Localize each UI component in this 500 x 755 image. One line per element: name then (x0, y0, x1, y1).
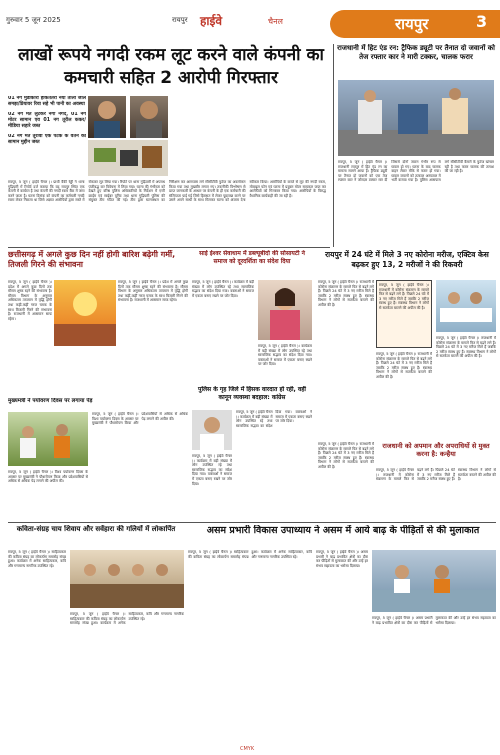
covid-hospital-photo (436, 280, 496, 332)
bullet-item: 02 नग मत तूरीवा एक पटक के वर्तन का सामान मुद्दीन जब्त (8, 134, 86, 145)
newspaper-channel: चैनल (268, 17, 283, 26)
cmyk-bottom: CMYK (240, 746, 255, 752)
lead-bullets (8, 96, 86, 176)
plantation-body-cont: रायपुर, 5 जून ( हाईवे चैनल )। विश्व पर्यावरण दिवस के अवसर पर मुख्यमंत्री ने पौधारोपण किया और प्रदेशवासियों से अधिक से अधिक पेड़ लगाने की अपील की। (8, 470, 88, 484)
newspaper-logo: हाईवे (200, 14, 223, 28)
congress-leader-photo (192, 410, 232, 450)
middle-body-2: रायपुर, 5 जून ( हाईवे चैनल )। कार्यक्रम में बड़ी संख्या में लोग उपस्थित रहे तथा सामाजिक सद्भाव का संदेश दिया गया। वक्ताओं ने समाज में एकता बनाए रखने पर जोर दिया। (258, 344, 312, 367)
middle-subheadline: पुलिस के गृह जिले में हिंसक वारदात हो रही, वहीं कानून व्यवस्था बदहाल: कांग्रेस (198, 386, 306, 401)
bottom-right-headline: असम प्रभारी विकास उपाध्याय ने असम में आये बाढ़ के पीड़ितों से की मुलाकात (206, 525, 480, 536)
masthead-city: रायपुर (172, 16, 188, 24)
middle-body-3: रायपुर, 5 जून ( हाईवे चैनल )। कार्यक्रम में बड़ी संख्या में लोग उपस्थित रहे तथा सामाजिक सद्भाव का संदेश दिया गया। वक्ताओं ने समाज में एकता बनाए रखने पर जोर दिया। (236, 410, 312, 428)
page-number: 3 (476, 12, 488, 31)
heat-photo (54, 280, 116, 346)
bullet-item: 01 नग मुडीकारी हॉकतंतरी नया ताला जाल समझ/प्रियावर रिवा सहे भी पानी का अवस्था (8, 96, 86, 107)
bottom-left-headline: कविता-संग्रह चाय शिवाय और सर्वेहारा की गलियों में लोकार्पित (16, 525, 176, 533)
covid-inset-text: रायपुर, 5 जून ( हाईवे चैनल )। राजधानी में कोरोना संक्रमण के मामले फिर से बढ़ने लगे हैं। पिछले 24 घंटे में 3 नए मरीज मिले हैं जबकि 2 मरीज स्वस्थ हुए हैं। स्वास्थ्य विभाग ने लोगों से सतर्कता बरतने की अपील की है। (379, 283, 429, 310)
divider (8, 247, 330, 248)
flood-visit-photo (372, 550, 496, 612)
covid-subheadline: राजधानी को अपमान और अपराधियों से मुक्त करना है: कन्हैया (382, 442, 490, 458)
bottom-left-body: रायपुर, 5 जून ( हाईवे चैनल )। साहित्यकार की कविता संग्रह का लोकार्पण समारोह संपन्न हुआ। कार्यक्रम में अनेक साहित्यकार, कवि और गणमान्य नागरिक उपस्थित रहे। (8, 550, 66, 568)
section-name: रायपुर (395, 15, 429, 33)
kanhaiya-body-2: रायपुर, 5 जून ( हाईवे चैनल )। राजधानी में कोरोना संक्रमण के मामले फिर से बढ़ने लगे हैं। पिछले 24 घंटे में 3 नए मरीज मिले हैं जबकि 2 मरीज स्वस्थ हुए हैं। स्वास्थ्य विभाग ने लोगों से सतर्कता बरतने की अपील की है। (376, 468, 496, 482)
bottom-right-body: रायपुर, 5 जून ( हाईवे चैनल )। असम प्रभारी ने बाढ़ प्रभावित क्षेत्रों का दौरा कर पीड़ितों से मुलाकात की और उन्हें हर संभव सहायता का भरोसा दिलाया। (316, 550, 368, 568)
bottom-middle-body: रायपुर, 5 जून ( हाईवे चैनल )। साहित्यकार की कविता संग्रह का लोकार्पण समारोह संपन्न हुआ। कार्यक्रम में अनेक साहित्यकार, कवि और गणमान्य नागरिक उपस्थित रहे। (188, 550, 312, 559)
masthead (0, 0, 500, 42)
bullet-item: 02 नग मत लुटकरे नगा नगद, 01 नग मोटर सामान एव 01 नग तूरील ककर/मीडिया सहारे जब्त (8, 112, 86, 129)
heat-body: रायपुर, 5 जून ( हाईवे चैनल )। प्रदेश में अगले कुछ दिनों तक मौसम शुष्क रहने की संभावना है। मौसम विभाग के अनुसार अधिकतम तापमान में वृद्धि होगी तथा कहीं-कहीं गरज चमक के साथ बिजली गिरने की संभावना है। राजधानी में आसमान साफ रहेगा। (8, 280, 52, 321)
divider (8, 522, 496, 523)
heat-body-2: रायपुर, 5 जून ( हाईवे चैनल )। प्रदेश में अगले कुछ दिनों तक मौसम शुष्क रहने की संभावना है। मौसम विभाग के अनुसार अधिकतम तापमान में वृद्धि होगी तथा कहीं-कहीं गरज चमक के साथ बिजली गिरने की संभावना है। राजधानी में आसमान साफ रहेगा। (118, 280, 188, 303)
book-launch-photo (70, 550, 184, 608)
heat-caption: मुख्यमंत्री ने पर्यावरण दिवस पर लगाया पेड़ (8, 398, 93, 404)
vertical-divider (333, 44, 334, 247)
lead-headline: लाखों रूपये नगदी रकम लूट करने वाले कंपनी का कमचारी सहित 2 आरोपी गिरफ्तार (18, 45, 324, 88)
issue-date: गुरुवार 5 जून 2025 (6, 16, 61, 24)
right-top-body: रायपुर, 5 जून ( हाईवे चैनल )। राजधानी रायपुर में हिट एंड रन का मामला सामने आया है। ट्रैफिक ड्यूटी पर तैनात दो जवानों को एक तेज रफ्तार कार ने जोरदार टक्कर मार दी जिससे दोनों जवान गंभीर रूप से घायल हो गए। घटना के बाद चालक वाहन लेकर मौके से फरार हो गया। घायल जवानों को तत्काल अस्पताल में भर्ती कराया गया है। पुलिस आसपास लगे सीसीटीवी कैमरों के फुटेज खंगाल रही है तथा फरार चालक की तलाश की जा रही है। (338, 160, 494, 183)
covid-body-3: रायपुर, 5 जून ( हाईवे चैनल )। राजधानी में कोरोना संक्रमण के मामले फिर से बढ़ने लगे हैं। पिछले 24 घंटे में 3 नए मरीज मिले हैं जबकि 2 मरीज स्वस्थ हुए हैं। स्वास्थ्य विभाग ने लोगों से सतर्कता बरतने की अपील की है। (436, 336, 496, 359)
heat-headline: छत्तीसगढ़ में अगले कुछ दिन नहीं होगी बारिश बढ़ेगी गर्मी, तिजली गिरने की संभावना (8, 250, 176, 269)
plantation-body: रायपुर, 5 जून ( हाईवे चैनल )। विश्व पर्यावरण दिवस के अवसर पर मुख्यमंत्री ने पौधारोपण किया और प्रदेशवासियों से अधिक से अधिक पेड़ लगाने की अपील की। (92, 412, 188, 426)
right-top-headline: राजधानी में हिट एंड रन: ट्रैफिक ड्यूटी पर तैनात दो जवानों को तेज रफ्तार कार ने मारी टक्कर, चालक फरार (337, 44, 495, 61)
middle-headline: साई ईश्वर सेवाधाम में डब्ल्यूबीदो की सोसायटी ने समाज को दूरदर्शिता का संदेश दिया (199, 250, 305, 265)
bottom-left-body-2: रायपुर, 5 जून ( हाईवे चैनल )। साहित्यकार की कविता संग्रह का लोकार्पण समारोह संपन्न हुआ। कार्यक्रम में अनेक साहित्यकार, कवि और गणमान्य नागरिक उपस्थित रहे। (70, 612, 184, 626)
covid-headline: रायपुर में 24 घंटे में मिले 3 नए कोरोना मरीज, एक्टिव केस बढ़कर हुए 13, 2 मरीजों ने की रिकवरी (325, 250, 489, 269)
accused-photo-2 (130, 96, 168, 138)
middle-body-4: रायपुर, 5 जून ( हाईवे चैनल )। कार्यक्रम में बड़ी संख्या में लोग उपस्थित रहे तथा सामाजिक सद्भाव का संदेश दिया गया। वक्ताओं ने समाज में एकता बनाए रखने पर जोर दिया। (192, 454, 232, 486)
kanhaiya-body: रायपुर, 5 जून ( हाईवे चैनल )। राजधानी में कोरोना संक्रमण के मामले फिर से बढ़ने लगे हैं। पिछले 24 घंटे में 3 नए मरीज मिले हैं जबकि 2 मरीज स्वस्थ हुए हैं। स्वास्थ्य विभाग ने लोगों से सतर्कता बरतने की अपील की है। (318, 442, 374, 469)
lead-body: रायपुर, 5 जून ( हाईवे चैनल )। प्रार्थी वैंकी रेड्डी ने थाना गुढ़ियारी में रिपोर्ट दर्ज कराया कि वह रायपुर स्थित एक कंपनी में कार्यरत है तथा कंपनी की नगदी रकम बैंक में जमा करने जाता है। घटना दिनांक को कंपनी का कर्मचारी नगदी रकम लेकर निकला था जिसे अज्ञात आरोपियों द्वारा रास्ते में रोककर लूट लिया गया। रिपोर्ट पर थाना गुढ़ियारी में अपराध पंजीबद्ध कर विवेचना में लिया गया। घटना की गंभीरता को देखते हुए वरिष्ठ पुलिस अधिकारियों के निर्देशन में एन्टी क्राईम एवं साईबर यूनिट तथा थाना गुढ़ियारी पुलिस की संयुक्त टीम गठित की गई। टीम द्वारा घटनास्थल का निरीक्षण कर आसपास लगे सीसीटीवी फुटेज का अवलोकन किया गया तथा मुखबीर लगाए गए। तकनीकी विश्लेषण से प्राप्त जानकारी के आधार पर कंपनी के ही एक कर्मचारी की संलिप्तता पाई गई जिसे हिरासत में लेकर पूछताछ करने पर उसने अपने साथी के साथ मिलकर घटना को अंजाम देना स्वीकार किया। आरोपियों के कब्जे से लूट की नगदी रकम, मोबाइल फोन एवं घटना में प्रयुक्त मोटर सायकल जब्त कर आरोपियों को गिरफ्तार किया गया। आरोपियों के विरुद्ध वैधानिक कार्यवाही की जा रही है। (8, 180, 326, 203)
plantation-photo (8, 412, 88, 466)
covid-body: रायपुर, 5 जून ( हाईवे चैनल )। राजधानी में कोरोना संक्रमण के मामले फिर से बढ़ने लगे हैं। पिछले 24 घंटे में 3 नए मरीज मिले हैं जबकि 2 मरीज स्वस्थ हुए हैं। स्वास्थ्य विभाग ने लोगों से सतर्कता बरतने की अपील की है। (318, 280, 374, 307)
middle-body: रायपुर, 5 जून ( हाईवे चैनल )। कार्यक्रम में बड़ी संख्या में लोग उपस्थित रहे तथा सामाजिक सद्भाव का संदेश दिया गया। वक्ताओं ने समाज में एकता बनाए रखने पर जोर दिया। (192, 280, 254, 298)
accused-photo-1 (88, 96, 126, 138)
covid-body-2: रायपुर, 5 जून ( हाईवे चैनल )। राजधानी में कोरोना संक्रमण के मामले फिर से बढ़ने लगे हैं। पिछले 24 घंटे में 3 नए मरीज मिले हैं जबकि 2 मरीज स्वस्थ हुए हैं। स्वास्थ्य विभाग ने लोगों से सतर्कता बरतने की अपील की है। (376, 352, 432, 379)
accident-photo (338, 80, 494, 156)
bottom-right-body-2: रायपुर, 5 जून ( हाईवे चैनल )। असम प्रभारी ने बाढ़ प्रभावित क्षेत्रों का दौरा कर पीड़ितों से मुलाकात की और उन्हें हर संभव सहायता का भरोसा दिलाया। (372, 616, 496, 625)
woman-photo (258, 280, 312, 340)
seized-goods-photo (88, 140, 168, 176)
covid-inset-box (376, 280, 432, 348)
